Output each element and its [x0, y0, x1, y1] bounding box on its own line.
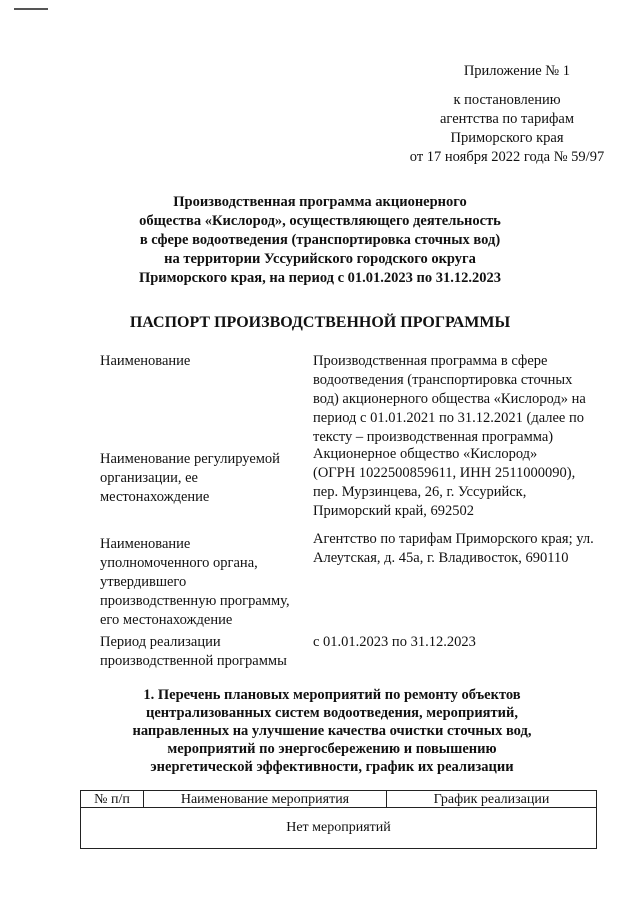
label-line: производственной программы	[100, 653, 287, 669]
appendix-number: Приложение № 1	[463, 63, 570, 79]
label-line: местонахождение	[100, 489, 210, 505]
col-number-header: № п/п	[81, 791, 144, 808]
section-title-line: направленных на улучшение качества очистки сточных вод,	[132, 723, 532, 739]
section-title-line: энергетической эффективности, график их реализации	[150, 759, 514, 775]
section-title-line: 1. Перечень плановых мероприятий по ремонту объектов	[143, 687, 521, 703]
section-title-line: централизованных систем водоотведения, мероприятий,	[146, 705, 518, 721]
value-line: Агентство по тарифам Приморского края; ул.	[313, 531, 594, 547]
label-line: Период реализации	[100, 634, 221, 650]
label-line: производственную программу,	[100, 593, 290, 609]
label-line: Наименование регулируемой	[100, 451, 280, 467]
value-line: Приморский край, 692502	[313, 503, 475, 519]
title-line: общества «Кислород», осуществляющего деятельность	[139, 213, 501, 229]
program-title	[110, 193, 530, 288]
row-label	[100, 352, 310, 371]
title-line: Производственная программа акционерного	[173, 194, 467, 210]
label-line: уполномоченного органа,	[100, 555, 258, 571]
value-line: вод) акционерного общества «Кислород» на	[313, 391, 586, 407]
value-line: Акционерное общество «Кислород»	[313, 446, 538, 462]
label-line: Наименование	[100, 536, 191, 552]
label-line: организации, ее	[100, 470, 198, 486]
value-line: тексту – производственная программа)	[313, 429, 554, 445]
table-row	[81, 808, 597, 849]
value-line: пер. Мурзинцева, 26, г. Уссурийск,	[313, 484, 527, 500]
approval-line: агентства по тарифам	[440, 111, 574, 127]
events-table	[80, 790, 597, 849]
value-line: с 01.01.2023 по 31.12.2023	[313, 634, 476, 650]
title-line: Приморского края, на период с 01.01.2023 по 31.12.2023	[138, 270, 502, 286]
col-schedule-header: График реализации	[387, 791, 597, 808]
row-label	[100, 450, 310, 507]
approval-date: от 17 ноября 2022 года № 59/97	[409, 149, 605, 165]
row-label	[100, 535, 310, 630]
table-header-row	[81, 791, 597, 808]
row-value	[313, 530, 613, 568]
title-line: в сфере водоотведения (транспортировка сточных вод)	[139, 232, 501, 248]
value-line: (ОГРН 1022500859611, ИНН 2511000090),	[313, 465, 576, 481]
section-title-line: мероприятий по энергосбережению и повышению	[167, 741, 497, 757]
row-label	[100, 633, 310, 671]
row-value	[313, 633, 613, 652]
row-value	[313, 352, 613, 447]
approval-block	[382, 62, 632, 167]
no-events-cell: Нет мероприятий	[81, 808, 597, 849]
passport-heading: ПАСПОРТ ПРОИЗВОДСТВЕННОЙ ПРОГРАММЫ	[129, 314, 511, 331]
value-line: водоотведения (транспортировка сточных	[313, 372, 573, 388]
approval-line: к постановлению	[453, 92, 561, 108]
value-line: период с 01.01.2021 по 31.12.2021 (далее по	[313, 410, 584, 426]
value-line: Алеутская, д. 45а, г. Владивосток, 690110	[313, 550, 569, 566]
value-line: Производственная программа в сфере	[313, 353, 548, 369]
col-event-name-header: Наименование мероприятия	[144, 791, 387, 808]
approval-line: Приморского края	[450, 130, 564, 146]
label-line: утвердившего	[100, 574, 187, 590]
row-value	[313, 445, 613, 521]
label-line: Наименование	[100, 353, 191, 369]
label-line: его местонахождение	[100, 612, 233, 628]
scan-mark	[14, 8, 48, 10]
section-1-title	[112, 686, 552, 776]
title-line: на территории Уссурийского городского округа	[164, 251, 476, 267]
